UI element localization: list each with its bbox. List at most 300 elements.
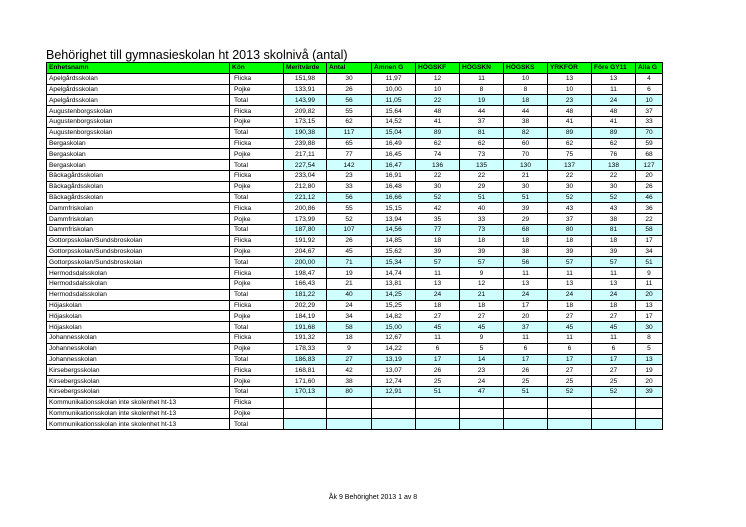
value-cell: 17 [548,354,592,365]
value-cell: 40 [327,289,372,300]
value-cell: 10 [416,84,460,95]
value-cell: 37 [548,214,592,225]
value-cell: 89 [548,127,592,138]
value-cell: 11 [504,332,548,343]
value-cell [327,419,372,430]
table-row [47,322,663,333]
value-cell [284,419,327,430]
value-cell: 14,22 [372,343,416,354]
value-cell: 18 [548,235,592,246]
value-cell: 46 [636,192,663,203]
value-cell: 41 [548,116,592,127]
value-cell: 18 [592,300,636,311]
value-cell: 27 [460,311,504,322]
value-cell [504,419,548,430]
table-row [47,224,663,235]
value-cell: 11,05 [372,95,416,106]
value-cell: 52 [592,192,636,203]
value-cell: 45 [416,322,460,333]
school-name-cell: Apelgårdsskolan [47,95,230,106]
value-cell: 198,47 [284,268,327,279]
value-cell: 5 [460,343,504,354]
value-cell: 18 [592,235,636,246]
value-cell: 89 [592,127,636,138]
value-cell: 27 [548,311,592,322]
table-row [47,365,663,376]
value-cell: 51 [416,386,460,397]
value-cell: 38 [327,376,372,387]
value-cell: 26 [327,235,372,246]
value-cell: 22 [592,170,636,181]
gender-cell: Flicka [230,106,284,117]
gender-cell: Flicka [230,268,284,279]
value-cell: 217,11 [284,149,327,160]
value-cell: 36 [636,203,663,214]
value-cell: 13,07 [372,365,416,376]
value-cell: 10 [636,95,663,106]
value-cell: 55 [327,203,372,214]
value-cell: 43 [592,203,636,214]
value-cell: 17 [636,235,663,246]
value-cell: 23 [460,365,504,376]
school-name-cell: Kommunikationsskolan inte skolenhet ht-13 [47,419,230,430]
value-cell: 15,64 [372,106,416,117]
value-cell: 22 [548,170,592,181]
value-cell: 56 [327,95,372,106]
value-cell: 59 [636,138,663,149]
value-cell: 20 [636,289,663,300]
value-cell: 17 [416,354,460,365]
value-cell: 22 [416,95,460,106]
gender-cell: Pojke [230,311,284,322]
value-cell: 81 [460,127,504,138]
school-name-cell: Bergaskolan [47,160,230,171]
value-cell: 221,12 [284,192,327,203]
gender-cell: Flicka [230,332,284,343]
value-cell [460,397,504,408]
table-row [47,116,663,127]
table-row [47,408,663,419]
value-cell: 16,66 [372,192,416,203]
value-cell: 23 [548,95,592,106]
value-cell: 70 [636,127,663,138]
value-cell: 12 [460,278,504,289]
value-cell [460,419,504,430]
school-name-cell: Gottorpsskolan/Sundsbroskolan [47,235,230,246]
value-cell: 191,68 [284,322,327,333]
value-cell: 12,91 [372,386,416,397]
value-cell: 41 [416,116,460,127]
gender-cell: Flicka [230,397,284,408]
value-cell: 8 [460,84,504,95]
value-cell: 14,52 [372,116,416,127]
value-cell: 14,85 [372,235,416,246]
table-row [47,278,663,289]
value-cell: 11 [592,84,636,95]
value-cell: 76 [592,149,636,160]
value-cell: 21 [504,170,548,181]
school-name-cell: Gottorpsskolan/Sundsbroskolan [47,257,230,268]
value-cell: 39 [504,203,548,214]
table-row [47,160,663,171]
value-cell: 44 [504,106,548,117]
value-cell: 52 [548,192,592,203]
value-cell: 9 [460,332,504,343]
value-cell: 117 [327,127,372,138]
school-name-cell: Hermodsdalsskolan [47,289,230,300]
value-cell: 52 [327,214,372,225]
value-cell: 30 [416,181,460,192]
value-cell: 20 [504,311,548,322]
gender-cell: Flicka [230,73,284,84]
value-cell: 47 [460,386,504,397]
table-header-row [47,63,663,74]
value-cell: 16,49 [372,138,416,149]
table-row [47,268,663,279]
value-cell: 9 [636,268,663,279]
value-cell: 204,67 [284,246,327,257]
value-cell: 200,86 [284,203,327,214]
value-cell [416,397,460,408]
value-cell: 51 [460,192,504,203]
value-cell: 14 [460,354,504,365]
value-cell: 24 [416,289,460,300]
school-name-cell: Gottorpsskolan/Sundsbroskolan [47,246,230,257]
column-header: HÖGSKS [504,63,548,74]
table-row [47,192,663,203]
table-row [47,203,663,214]
value-cell: 170,13 [284,386,327,397]
school-name-cell: Bäckagårdsskolan [47,181,230,192]
value-cell: 57 [548,257,592,268]
value-cell: 60 [504,138,548,149]
gender-cell: Pojke [230,376,284,387]
gender-cell: Flicka [230,170,284,181]
value-cell: 52 [548,386,592,397]
value-cell: 209,82 [284,106,327,117]
table-row [47,84,663,95]
value-cell: 29 [504,214,548,225]
value-cell: 168,81 [284,365,327,376]
school-name-cell: Apelgårdsskolan [47,73,230,84]
value-cell: 13 [548,278,592,289]
gender-cell: Flicka [230,365,284,376]
value-cell: 42 [416,203,460,214]
table-row [47,73,663,84]
value-cell: 11 [460,73,504,84]
gender-cell: Total [230,419,284,430]
value-cell: 20 [636,170,663,181]
value-cell: 23 [327,170,372,181]
value-cell: 6 [592,343,636,354]
value-cell: 11 [504,268,548,279]
value-cell: 77 [327,149,372,160]
value-cell [636,408,663,419]
value-cell [504,408,548,419]
table-row [47,332,663,343]
table-row [47,170,663,181]
value-cell: 52 [416,192,460,203]
value-cell: 4 [636,73,663,84]
value-cell: 11 [416,268,460,279]
value-cell: 38 [504,116,548,127]
eligibility-table [46,62,663,430]
gender-cell: Pojke [230,278,284,289]
value-cell: 18 [504,95,548,106]
value-cell: 18 [416,235,460,246]
value-cell: 39 [636,386,663,397]
value-cell: 5 [636,343,663,354]
value-cell: 34 [636,246,663,257]
value-cell: 48 [592,106,636,117]
value-cell: 130 [504,160,548,171]
value-cell: 18 [460,300,504,311]
school-name-cell: Johannesskolan [47,354,230,365]
school-name-cell: Augustenborgsskolan [47,116,230,127]
value-cell: 45 [548,322,592,333]
school-name-cell: Augustenborgsskolan [47,127,230,138]
value-cell: 11 [592,268,636,279]
value-cell: 18 [504,235,548,246]
value-cell: 51 [504,386,548,397]
table-row [47,149,663,160]
table-row [47,376,663,387]
table-row [47,95,663,106]
value-cell: 45 [460,322,504,333]
value-cell: 8 [636,332,663,343]
value-cell: 13 [548,73,592,84]
value-cell: 233,04 [284,170,327,181]
value-cell [327,397,372,408]
gender-cell: Pojke [230,214,284,225]
value-cell: 26 [416,365,460,376]
value-cell: 16,47 [372,160,416,171]
table-row [47,127,663,138]
value-cell: 19 [460,95,504,106]
school-name-cell: Bäckagårdsskolan [47,170,230,181]
value-cell: 181,22 [284,289,327,300]
column-header: HÖGSKN [460,63,504,74]
value-cell: 58 [327,322,372,333]
value-cell [372,408,416,419]
value-cell: 135 [460,160,504,171]
value-cell: 12,67 [372,332,416,343]
value-cell: 56 [504,257,548,268]
value-cell: 127 [636,160,663,171]
value-cell [636,397,663,408]
page-footer: Åk 9 Behörighet 2013 1 av 8 [328,494,418,501]
value-cell: 25 [548,376,592,387]
value-cell: 27 [327,354,372,365]
value-cell: 73 [460,224,504,235]
value-cell: 62 [592,138,636,149]
value-cell: 62 [460,138,504,149]
school-name-cell: Bäckagårdsskolan [47,192,230,203]
value-cell: 22 [636,214,663,225]
value-cell: 166,43 [284,278,327,289]
value-cell: 14,56 [372,224,416,235]
value-cell: 13,81 [372,278,416,289]
value-cell: 13 [592,73,636,84]
value-cell: 51 [636,257,663,268]
value-cell: 142 [327,160,372,171]
column-header: Kön [230,63,284,74]
column-header: Enhetsnamn [47,63,230,74]
value-cell: 10 [548,84,592,95]
value-cell [592,419,636,430]
value-cell: 39 [592,246,636,257]
table-row [47,106,663,117]
value-cell: 15,34 [372,257,416,268]
table-row [47,311,663,322]
gender-cell: Flicka [230,300,284,311]
value-cell: 57 [592,257,636,268]
value-cell: 30 [592,181,636,192]
value-cell [416,408,460,419]
school-name-cell: Hermodsdalsskolan [47,278,230,289]
value-cell: 24 [460,376,504,387]
value-cell: 30 [636,322,663,333]
value-cell: 8 [504,84,548,95]
value-cell: 136 [416,160,460,171]
value-cell: 33 [636,116,663,127]
gender-cell: Flicka [230,138,284,149]
value-cell: 184,19 [284,311,327,322]
table-row [47,257,663,268]
table-row [47,354,663,365]
value-cell: 212,80 [284,181,327,192]
value-cell: 143,99 [284,95,327,106]
value-cell: 38 [504,246,548,257]
value-cell: 48 [548,106,592,117]
table-row [47,397,663,408]
table-row [47,419,663,430]
value-cell: 18 [548,300,592,311]
gender-cell: Total [230,257,284,268]
school-name-cell: Apelgårdsskolan [47,84,230,95]
value-cell: 178,33 [284,343,327,354]
value-cell: 6 [416,343,460,354]
gender-cell: Flicka [230,203,284,214]
value-cell: 190,38 [284,127,327,138]
value-cell: 44 [460,106,504,117]
school-name-cell: Höjaskolan [47,322,230,333]
value-cell: 18 [327,332,372,343]
table-row [47,300,663,311]
school-name-cell: Kommunikationsskolan inte skolenhet ht-13 [47,397,230,408]
value-cell: 17 [504,300,548,311]
gender-cell: Total [230,386,284,397]
gender-cell: Total [230,192,284,203]
gender-cell: Pojke [230,116,284,127]
value-cell: 19 [327,268,372,279]
value-cell: 33 [460,214,504,225]
value-cell: 27 [416,311,460,322]
value-cell [504,397,548,408]
value-cell [592,408,636,419]
value-cell: 12 [416,73,460,84]
value-cell: 11 [636,278,663,289]
value-cell: 15,15 [372,203,416,214]
value-cell: 13,94 [372,214,416,225]
value-cell: 27 [592,365,636,376]
school-name-cell: Dammfriskolan [47,203,230,214]
value-cell: 25 [592,376,636,387]
gender-cell: Pojke [230,84,284,95]
value-cell: 202,29 [284,300,327,311]
value-cell [460,408,504,419]
school-name-cell: Kirsebergsskolan [47,365,230,376]
value-cell: 10,00 [372,84,416,95]
school-name-cell: Kirsebergsskolan [47,376,230,387]
school-name-cell: Hermodsdalsskolan [47,268,230,279]
value-cell: 43 [548,203,592,214]
value-cell: 45 [327,246,372,257]
value-cell [327,408,372,419]
value-cell: 24 [327,300,372,311]
gender-cell: Total [230,322,284,333]
value-cell: 75 [548,149,592,160]
value-cell: 65 [327,138,372,149]
value-cell: 71 [327,257,372,268]
value-cell: 37 [460,116,504,127]
gender-cell: Total [230,354,284,365]
value-cell [284,397,327,408]
column-header: Före GY11 [592,63,636,74]
value-cell: 10 [504,73,548,84]
school-name-cell: Dammfriskolan [47,214,230,225]
value-cell: 56 [327,192,372,203]
value-cell: 17 [636,311,663,322]
value-cell [416,419,460,430]
value-cell: 80 [548,224,592,235]
value-cell: 73 [460,149,504,160]
value-cell: 18 [460,235,504,246]
value-cell: 16,45 [372,149,416,160]
value-cell: 68 [504,224,548,235]
table-body [47,73,663,429]
school-name-cell: Kirsebergsskolan [47,386,230,397]
value-cell: 14,25 [372,289,416,300]
gender-cell: Pojke [230,149,284,160]
column-header: Ämnen G [372,63,416,74]
value-cell: 13 [636,354,663,365]
school-name-cell: Bergaskolan [47,138,230,149]
value-cell: 25 [416,376,460,387]
value-cell: 35 [416,214,460,225]
value-cell: 9 [327,343,372,354]
gender-cell: Flicka [230,235,284,246]
gender-cell: Total [230,224,284,235]
table-row [47,289,663,300]
table-row [47,386,663,397]
value-cell: 70 [504,149,548,160]
value-cell: 34 [327,311,372,322]
value-cell: 239,88 [284,138,327,149]
school-name-cell: Augustenborgsskolan [47,106,230,117]
value-cell: 12,74 [372,376,416,387]
value-cell: 26 [327,84,372,95]
value-cell: 137 [548,160,592,171]
value-cell: 173,99 [284,214,327,225]
value-cell: 22 [416,170,460,181]
value-cell: 21 [460,289,504,300]
value-cell: 33 [327,181,372,192]
value-cell: 9 [460,268,504,279]
value-cell: 24 [548,289,592,300]
column-header: Meritvärde [284,63,327,74]
value-cell: 13 [504,278,548,289]
